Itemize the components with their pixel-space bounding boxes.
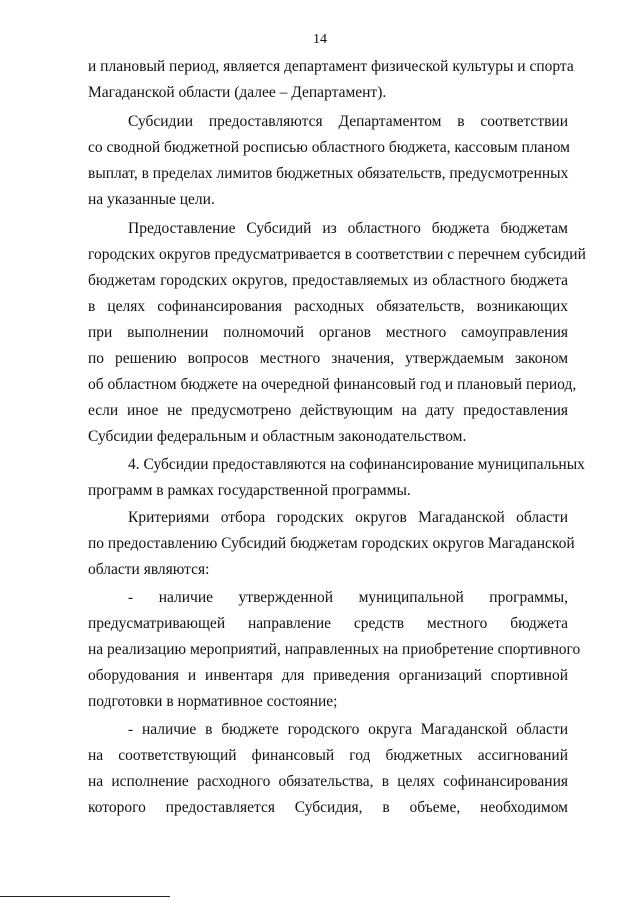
text-line: предусматривающей направление средств местного бюджета [88,615,568,632]
text-line: по решению вопросов местного значения, утверждаемым законом [88,350,568,367]
text-line: Магаданской области (далее – Департамент). [88,84,387,101]
text-line: оборудования и инвентаря для приведения организаций спортивной [88,667,568,684]
text-line: - наличие в бюджете городского округа Магаданской области [128,721,568,738]
text-line: на соответствующий финансовый год бюджетных ассигнований [88,747,568,764]
text-line: на указанные цели. [88,191,215,208]
text-line: Субсидии федеральным и областным законодательством. [88,428,467,445]
text-line: бюджетам городских округов, предоставляемых из областного бюджета [88,272,568,289]
text-line: об областном бюджете на очередной финансовый год и плановый период, [88,376,577,393]
text-line: Критериями отбора городских округов Магаданской области [128,509,568,526]
text-line: программ в рамках государственной программы. [88,482,411,499]
text-line: на исполнение расходного обязательства, в целях софинансирования [88,773,568,790]
text-line: выплат, в пределах лимитов бюджетных обязательств, предусмотренных [88,165,569,182]
bottom-rule [0,896,170,897]
text-line: по предоставлению Субсидий бюджетам городских округов Магаданской [88,535,575,552]
text-line: Предоставление Субсидий из областного бюджета бюджетам [128,220,568,237]
text-line: 4. Субсидии предоставляются на софинансирование муниципальных [128,456,585,473]
text-line: на реализацию мероприятий, направленных на приобретение спортивного [88,641,581,658]
text-line: области являются: [88,561,210,578]
text-line: со сводной бюджетной росписью областного бюджета, кассовым планом [88,139,570,156]
text-line: и плановый период, является департамент физической культуры и спорта [88,58,574,75]
text-line: если иное не предусмотрено действующим на дату предоставления [88,402,568,419]
text-line: - наличие утвержденной муниципальной программы, [128,589,568,606]
text-line: в целях софинансирования расходных обязательств, возникающих [88,298,568,315]
text-line: городских округов предусматривается в соответствии с перечнем субсидий [88,246,586,263]
text-line: которого предоставляется Субсидия, в объеме, необходимом [88,799,568,816]
text-line: Субсидии предоставляются Департаментом в соответствии [128,113,568,130]
text-line: при выполнении полномочий органов местного самоуправления [88,324,568,341]
page-number: 14 [313,32,327,47]
text-line: подготовки в нормативное состояние; [88,693,338,710]
